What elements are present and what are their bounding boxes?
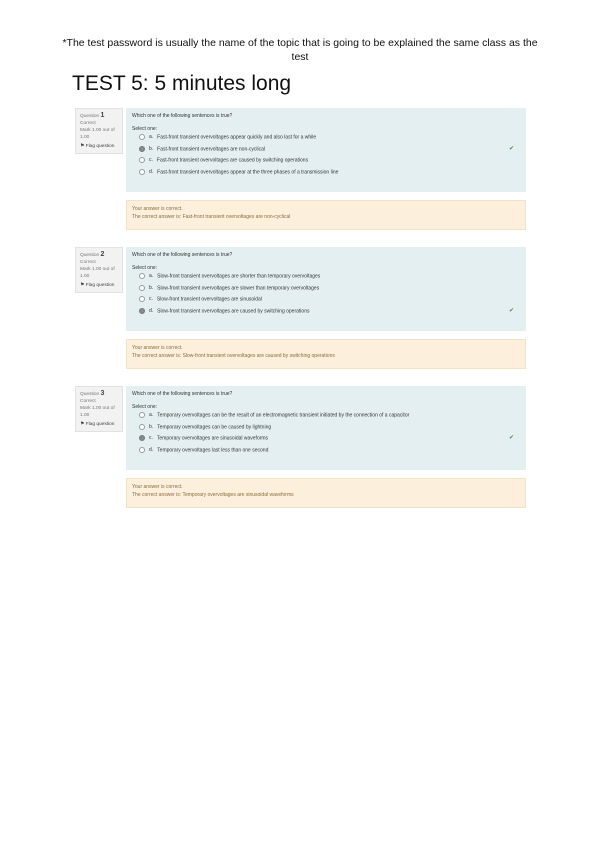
feedback-answer: The correct answer is: Fast-front transient overvoltages are non-cyclical xyxy=(132,214,291,220)
feedback-answer: The correct answer is: Slow-front transient overvoltages are caused by switching operations xyxy=(132,353,335,359)
feedback-answer: The correct answer is: Temporary overvoltages are sinusoidal waveforms xyxy=(132,492,294,498)
radio-icon[interactable] xyxy=(139,134,145,140)
option-text: Temporary overvoltages can be the result of an electromagnetic transient initiated by the connection of a capacitor xyxy=(157,412,410,419)
answer-option-c[interactable] xyxy=(132,435,520,447)
question-content xyxy=(126,386,526,470)
question-info xyxy=(75,386,123,432)
question-marks: Mark 1.00 out of 1.00 xyxy=(80,406,115,418)
flag-icon: ⚑ xyxy=(80,283,85,288)
option-letter: b. xyxy=(149,145,154,152)
radio-icon[interactable] xyxy=(139,285,145,291)
answer-option-c[interactable] xyxy=(132,296,520,308)
question-content xyxy=(126,247,526,331)
question-info xyxy=(75,247,123,293)
option-text: Fast-front transient overvoltages are non-cyclical xyxy=(157,145,265,152)
radio-icon[interactable] xyxy=(139,424,145,430)
option-letter: a. xyxy=(149,412,154,419)
question-text: Which one of the following sentences is true? xyxy=(132,252,233,258)
option-text: Slow-front transient overvoltages are sinusoidal xyxy=(156,296,262,303)
option-letter: c. xyxy=(149,435,153,442)
flag-question-link[interactable] xyxy=(80,143,122,150)
radio-icon[interactable] xyxy=(139,146,145,152)
question-info xyxy=(75,108,123,154)
feedback-status: Your answer is correct. xyxy=(132,206,183,212)
option-letter: b. xyxy=(149,284,154,291)
feedback-box xyxy=(126,339,526,369)
option-letter: a. xyxy=(149,134,154,141)
feedback-status: Your answer is correct. xyxy=(132,484,183,490)
flag-icon: ⚑ xyxy=(80,144,85,149)
option-letter: c. xyxy=(149,157,153,164)
answer-option-b[interactable] xyxy=(132,146,520,158)
radio-icon[interactable] xyxy=(139,447,145,453)
answer-option-d[interactable] xyxy=(132,169,520,181)
option-letter: d. xyxy=(149,168,154,175)
option-text: Slow-front transient overvoltages are caused by switching operations xyxy=(157,307,310,314)
option-text: Fast-front transient overvoltages appear at the three phases of a transmission line xyxy=(157,168,339,175)
radio-icon[interactable] xyxy=(139,273,145,279)
option-letter: a. xyxy=(149,273,154,280)
answer-option-a[interactable] xyxy=(132,273,520,285)
question-label: Question xyxy=(80,392,100,397)
radio-icon[interactable] xyxy=(139,296,145,302)
radio-icon[interactable] xyxy=(139,157,145,163)
answer-option-d[interactable] xyxy=(132,447,520,459)
question-text: Which one of the following sentences is true? xyxy=(132,391,233,397)
option-letter: c. xyxy=(149,296,153,303)
answer-option-b[interactable] xyxy=(132,424,520,436)
answer-option-b[interactable] xyxy=(132,285,520,297)
option-text: Slow-front transient overvoltages are slower than temporary overvoltages xyxy=(157,284,320,291)
option-letter: d. xyxy=(149,307,154,314)
page-title: TEST 5: 5 minutes long xyxy=(72,72,292,95)
option-text: Temporary overvoltages last less than one second xyxy=(157,446,269,453)
feedback-box xyxy=(126,478,526,508)
question-status: Correct xyxy=(80,399,96,404)
check-icon: ✔ xyxy=(508,435,514,441)
radio-icon[interactable] xyxy=(139,169,145,175)
answer-option-a[interactable] xyxy=(132,412,520,424)
question-marks: Mark 1.00 out of 1.00 xyxy=(80,128,115,140)
flag-label: Flag question xyxy=(85,144,115,149)
flag-question-link[interactable] xyxy=(80,421,122,428)
radio-icon[interactable] xyxy=(139,308,145,314)
flag-question-link[interactable] xyxy=(80,282,122,289)
answer-option-d[interactable] xyxy=(132,308,520,320)
question-number: 1 xyxy=(100,112,105,119)
question-marks: Mark 1.00 out of 1.00 xyxy=(80,267,115,279)
option-text: Temporary overvoltages can be caused by lightning xyxy=(157,423,272,430)
feedback-status: Your answer is correct. xyxy=(132,345,183,351)
select-label: Select one: xyxy=(132,264,158,271)
option-text: Fast-front transient overvoltages are caused by switching operations xyxy=(156,157,309,164)
check-icon: ✔ xyxy=(508,145,514,152)
question-text: Which one of the following sentences is true? xyxy=(132,113,233,119)
question-status: Correct xyxy=(80,121,96,126)
option-text: Temporary overvoltages are sinusoidal waveforms xyxy=(156,435,269,442)
option-letter: d. xyxy=(149,446,154,453)
note-line-1: *The test password is usually the name of the topic that is going to be explained the same class as the xyxy=(62,37,538,49)
radio-icon[interactable] xyxy=(139,412,145,418)
option-text: Slow-front transient overvoltages are shorter than temporary overvoltages xyxy=(157,273,321,280)
check-icon: ✔ xyxy=(508,307,514,314)
flag-label: Flag question xyxy=(85,422,115,427)
select-label: Select one: xyxy=(132,125,158,132)
flag-icon: ⚑ xyxy=(80,422,85,427)
question-number: 3 xyxy=(100,390,105,397)
question-label: Question xyxy=(80,253,100,258)
question-status: Correct xyxy=(80,260,96,265)
question-number: 2 xyxy=(100,251,105,258)
question-content xyxy=(126,108,526,192)
flag-label: Flag question xyxy=(85,283,115,288)
select-label: Select one: xyxy=(132,403,158,410)
feedback-box xyxy=(126,200,526,230)
answer-option-a[interactable] xyxy=(132,134,520,146)
radio-icon[interactable] xyxy=(139,435,145,441)
option-text: Fast-front transient overvoltages appear quickly and also last for a while xyxy=(157,134,317,141)
note-line-2: test xyxy=(291,51,309,63)
question-label: Question xyxy=(80,114,100,119)
password-note xyxy=(0,36,600,64)
answer-option-c[interactable] xyxy=(132,157,520,169)
option-letter: b. xyxy=(149,423,154,430)
